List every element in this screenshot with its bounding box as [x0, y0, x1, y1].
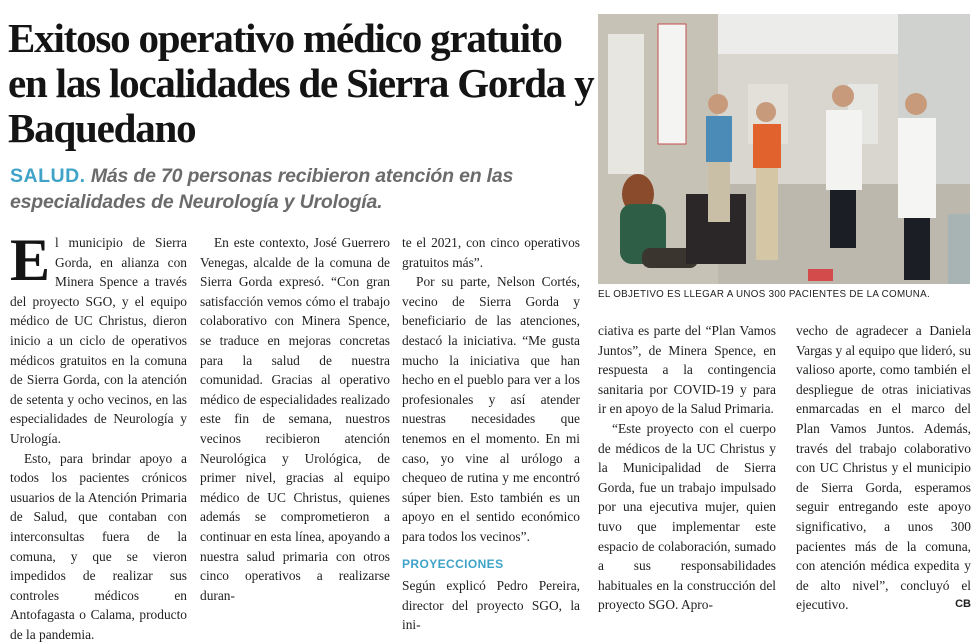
body-paragraph: ciativa es parte del “Plan Vamos Juntos”, de Minera Spence, en respuesta a la contingencia sanitaria por COVID-19 y para ir en apoyo de la Salud Primaria. — [598, 323, 776, 417]
article-column-4 — [598, 321, 776, 615]
body-text: vecho de agradecer a Daniela Vargas y al equipo que lideró, su valioso aporte, como también el despliegue de otras iniciativas enmarcadas en el marco del Plan Vamos Juntos. Además, través del trabajo colaborativo con UC Christus y el municipio de Sierra Gorda, esperamos seguir entregando este apoyo significativo, a unos 300 pacientes más de la comuna, con atención médica expedita y de alto nivel”, concluyó el ejecutivo. — [796, 323, 971, 613]
drop-cap: E — [10, 227, 51, 293]
body-paragraph: Esto, para brindar apoyo a todos los pacientes crónicos usuarios de la Atención Primaria de Salud, que contaban con interconsultas fuera de la comuna, y que se vieron impedidos de realizar sus controles médicos en Antofagasta o Calama, producto de la pandemia. — [10, 450, 187, 642]
section-kicker: SALUD. — [10, 165, 86, 187]
photo-caption: EL OBJETIVO ES LLEGAR A UNOS 300 PACIENTES DE LA COMUNA. — [598, 289, 931, 300]
body-text: l municipio de Sierra Gorda, en alianza con Minera Spence a través del proyecto SGO, y el equipo médico de UC Christus, dieron inicio a un ciclo de operativos médicos gratuitos en la comuna de Sierra Gorda, con la atención de setenta y ocho vecinos, en las especialidades de Neurología y Urología. — [10, 235, 187, 446]
deck-text: Más de 70 personas recibieron atención en las especialidades de Neurología y Urología. — [10, 165, 514, 213]
body-paragraph: Según explicó Pedro Pereira, director del proyecto SGO, la ini- — [402, 578, 580, 633]
author-initials: CB — [955, 598, 971, 611]
body-paragraph — [796, 321, 971, 615]
article-column-5 — [796, 321, 971, 615]
body-paragraph: En este contexto, José Guerrero Venegas, alcalde de la comuna de Sierra Gorda expresó. “Con gran satisfacción vemos cómo el trabajo colaborativo con Minera Spence, se traduce en mejoras concretas para la salud de nuestra comunidad. Gracias al operativo médico de especialidades realizado este fin de semana, nuestros vecinos recibieron atención Neurológica y Urológica, de primer nivel, gracias al equipo médico de UC Christus, quienes además se comprometieron a continuar en esta línea, apoyando a nuestra salud primaria con otros cinco operativos a realizarse duran- — [200, 235, 390, 603]
headline: Exitoso operativo médico gratuito en las localidades de Sierra Gorda y Baquedano — [8, 15, 594, 151]
body-paragraph: te el 2021, con cinco operativos gratuitos más”. — [402, 235, 580, 270]
body-paragraph: “Este proyecto con el cuerpo de médicos de la UC Christus y la Municipalidad de Sierra Gorda, fue un trabajo impulsado por una ejecutiva mujer, quien tuvo que implementar este espacio de colaboración, sumado a sus responsabilidades habituales en la construcción del proyecto SGO. Apro- — [598, 420, 776, 613]
article-column-1 — [10, 227, 187, 644]
body-paragraph — [10, 227, 187, 449]
body-paragraph: Por su parte, Nelson Cortés, vecino de Sierra Gorda y beneficiario de las atenciones, destacó la iniciativa. “Me gusta mucho la iniciativa que han hecho en el pueblo para ver a los profesionales y así atender nuestras necesidades que tenemos en el momento. En mi caso, yo vine al urólogo a chequeo de rutina y me encontró súper bien. Esto también es un apoyo en el sentido económico para todos los vecinos”. — [402, 274, 580, 544]
section-subhead: PROYECCIONES — [402, 556, 504, 571]
article-column-3 — [402, 233, 580, 635]
deck — [10, 163, 590, 215]
article-photo — [598, 14, 970, 284]
article-column-2 — [200, 233, 390, 605]
clinic-hallway-photo — [598, 14, 970, 284]
